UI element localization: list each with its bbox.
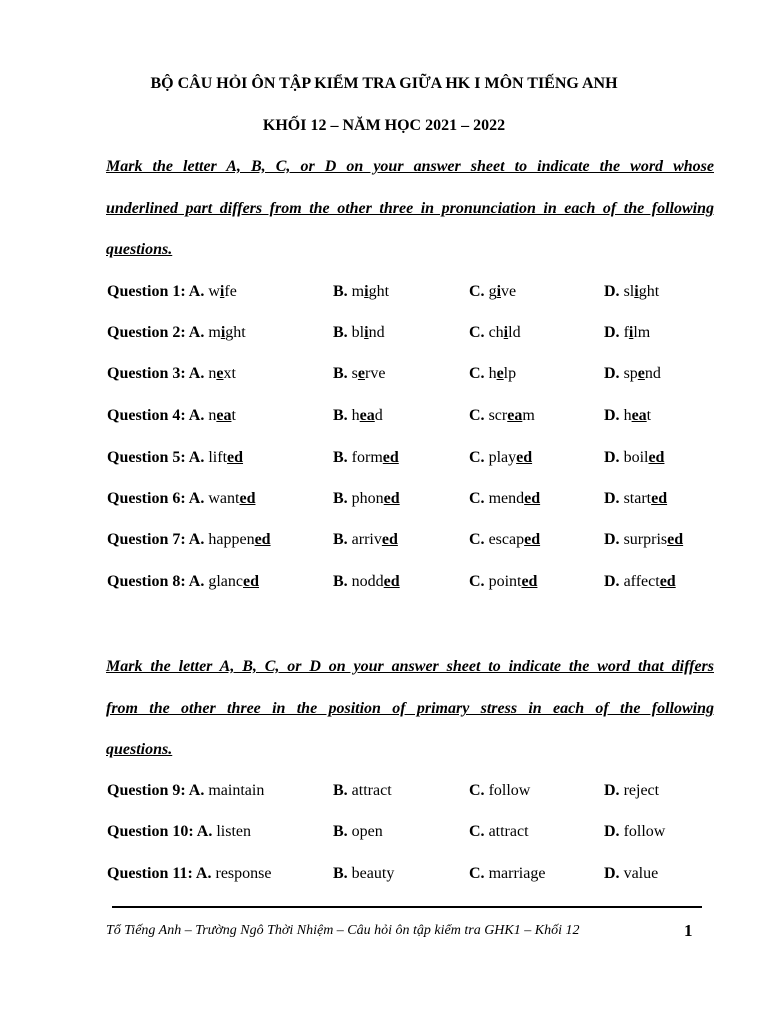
underlined-part: i: [634, 283, 639, 300]
word-prefix: sl: [623, 283, 635, 300]
option-word: [489, 573, 538, 590]
option-word: follow: [623, 823, 666, 840]
page-number: 1: [684, 921, 693, 940]
question-number: Question 4:: [107, 407, 186, 424]
word-prefix: lift: [208, 449, 228, 466]
word-suffix: ve: [501, 283, 517, 300]
option-letter: B.: [333, 365, 348, 382]
word-prefix: m: [208, 324, 221, 341]
answer-option: [604, 865, 658, 883]
option-letter: D.: [604, 573, 620, 590]
option-word: [352, 531, 398, 548]
underlined-part: ed: [516, 449, 533, 466]
answer-option: [333, 283, 389, 301]
underlined-part: ed: [521, 573, 538, 590]
option-word: [624, 490, 668, 507]
option-letter: A.: [188, 782, 205, 799]
option-word: value: [623, 865, 659, 882]
option-word: attract: [488, 823, 529, 840]
option-letter: C.: [469, 324, 485, 341]
option-word: [208, 490, 255, 507]
word-prefix: bl: [351, 324, 365, 341]
option-letter: D.: [604, 823, 620, 840]
answer-option: [469, 365, 516, 383]
word-prefix: form: [351, 449, 383, 466]
word-suffix: t: [231, 407, 236, 424]
answer-option: [469, 449, 532, 467]
option-letter: D.: [604, 283, 620, 300]
question-number: Question 1:: [107, 283, 186, 300]
answer-option: [469, 782, 530, 800]
option-word: [624, 283, 660, 300]
underlined-part: ed: [524, 531, 541, 548]
underlined-part: ed: [381, 531, 398, 548]
answer-option: [604, 782, 659, 800]
option-letter: B.: [333, 490, 348, 507]
answer-option: [333, 449, 399, 467]
answer-option: [604, 449, 664, 467]
option-word: [208, 573, 259, 590]
option-letter: B.: [333, 449, 348, 466]
question-label: [107, 782, 264, 800]
word-prefix: w: [208, 283, 220, 300]
question-row: [0, 365, 768, 387]
word-suffix: nd: [644, 365, 661, 382]
option-word: [208, 283, 236, 300]
option-word: reject: [623, 782, 660, 799]
section2-instruction-line3: questions.: [106, 741, 173, 758]
document-title: BỘ CÂU HỎI ÔN TẬP KIỂM TRA GIỮA HK I MÔN TIẾNG ANH: [150, 75, 618, 92]
question-number: Question 11:: [107, 865, 193, 882]
answer-option: [469, 531, 540, 549]
underlined-part: ed: [651, 490, 668, 507]
option-word: listen: [216, 823, 252, 840]
word-suffix: xt: [223, 365, 236, 382]
option-word: marriage: [488, 865, 546, 882]
word-prefix: glanc: [208, 573, 244, 590]
answer-option: [333, 490, 400, 508]
option-word: [624, 573, 676, 590]
question-number: Question 10:: [107, 823, 194, 840]
word-prefix: mend: [488, 490, 525, 507]
word-suffix: lp: [503, 365, 517, 382]
option-letter: B.: [333, 407, 348, 424]
word-prefix: h: [351, 407, 360, 424]
underlined-part: i: [496, 283, 502, 300]
option-letter: C.: [469, 782, 485, 799]
option-word: [352, 365, 386, 382]
answer-option: [333, 407, 383, 425]
option-word: [624, 324, 651, 341]
underlined-part: ed: [239, 490, 256, 507]
underlined-part: e: [216, 365, 224, 382]
underlined-part: ed: [243, 573, 260, 590]
option-word: [352, 407, 383, 424]
word-prefix: boil: [623, 449, 649, 466]
word-suffix: m: [522, 407, 535, 424]
option-word: [624, 407, 652, 424]
answer-option: [604, 365, 661, 383]
word-prefix: start: [623, 490, 652, 507]
option-letter: C.: [469, 407, 485, 424]
option-letter: A.: [188, 407, 205, 424]
word-prefix: affect: [623, 573, 660, 590]
option-word: [208, 449, 243, 466]
question-label: [107, 449, 243, 467]
question-row: [0, 449, 768, 471]
word-suffix: ght: [638, 283, 660, 300]
answer-option: [333, 865, 394, 883]
answer-option: [604, 531, 683, 549]
option-letter: A.: [195, 865, 212, 882]
option-letter: A.: [188, 490, 205, 507]
underlined-part: ed: [524, 490, 541, 507]
answer-option: [469, 865, 545, 883]
answer-option: [333, 365, 385, 383]
underlined-part: ed: [254, 531, 271, 548]
question-number: Question 6:: [107, 490, 186, 507]
word-suffix: rve: [365, 365, 386, 382]
option-letter: A.: [188, 365, 205, 382]
option-letter: D.: [604, 490, 620, 507]
answer-option: [604, 823, 665, 841]
section1-instruction-line3: questions.: [106, 241, 173, 258]
answer-option: [469, 823, 529, 841]
underlined-part: ed: [648, 449, 665, 466]
word-suffix: t: [646, 407, 652, 424]
option-letter: B.: [333, 573, 348, 590]
word-prefix: scr: [488, 407, 508, 424]
option-word: [208, 324, 245, 341]
underlined-part: ed: [383, 573, 400, 590]
option-word: [624, 531, 684, 548]
underlined-part: ed: [383, 490, 400, 507]
option-letter: D.: [604, 365, 620, 382]
option-word: [489, 324, 521, 341]
answer-option: [469, 324, 521, 342]
option-letter: A.: [196, 823, 213, 840]
question-label: [107, 324, 246, 342]
option-letter: B.: [333, 823, 348, 840]
question-number: Question 3:: [107, 365, 186, 382]
answer-option: [604, 407, 651, 425]
word-prefix: g: [488, 283, 497, 300]
option-word: [352, 490, 400, 507]
underlined-part: e: [357, 365, 366, 382]
option-letter: A.: [188, 324, 205, 341]
option-word: [352, 283, 389, 300]
answer-option: [333, 573, 400, 591]
option-letter: B.: [333, 324, 348, 341]
underlined-part: ea: [631, 407, 647, 424]
word-suffix: ght: [368, 283, 390, 300]
word-prefix: want: [208, 490, 240, 507]
option-word: [489, 283, 517, 300]
answer-option: [604, 490, 667, 508]
option-word: attract: [351, 782, 392, 799]
underlined-part: i: [364, 283, 369, 300]
question-label: [107, 573, 259, 591]
word-suffix: d: [374, 407, 383, 424]
word-prefix: m: [351, 283, 365, 300]
answer-option: [333, 823, 383, 841]
option-word: beauty: [351, 865, 395, 882]
option-word: [489, 490, 541, 507]
option-word: [489, 531, 541, 548]
question-row: [0, 531, 768, 553]
underlined-part: ed: [667, 531, 684, 548]
question-number: Question 2:: [107, 324, 186, 341]
answer-option: [469, 573, 537, 591]
question-row: [0, 324, 768, 346]
underlined-part: e: [496, 365, 504, 382]
option-letter: C.: [469, 865, 485, 882]
option-word: [489, 449, 533, 466]
word-suffix: lm: [633, 324, 651, 341]
word-suffix: nd: [368, 324, 385, 341]
word-prefix: happen: [208, 531, 255, 548]
answer-option: [333, 782, 392, 800]
footer-divider: [112, 906, 702, 908]
answer-option: [469, 407, 535, 425]
question-label: [107, 490, 255, 508]
option-letter: D.: [604, 865, 620, 882]
option-letter: B.: [333, 531, 348, 548]
underlined-part: ed: [227, 449, 244, 466]
question-row: [0, 823, 768, 845]
underlined-part: ea: [507, 407, 523, 424]
option-word: follow: [488, 782, 531, 799]
question-label: [107, 283, 237, 301]
word-prefix: n: [208, 407, 217, 424]
question-label: [107, 407, 236, 425]
option-word: [624, 365, 661, 382]
question-label: [107, 865, 271, 883]
word-prefix: surpris: [623, 531, 668, 548]
word-prefix: f: [623, 324, 629, 341]
section2-instruction-line2: from the other three in the position of primary stress in each of the following: [106, 700, 714, 717]
word-prefix: nodd: [351, 573, 384, 590]
word-suffix: ght: [225, 324, 246, 341]
option-word: [208, 365, 236, 382]
option-letter: C.: [469, 573, 485, 590]
word-prefix: n: [208, 365, 217, 382]
word-suffix: ld: [508, 324, 521, 341]
underlined-part: i: [364, 324, 369, 341]
option-letter: D.: [604, 407, 620, 424]
word-prefix: s: [351, 365, 358, 382]
answer-option: [604, 324, 650, 342]
option-letter: B.: [333, 865, 348, 882]
option-word: [624, 449, 665, 466]
underlined-part: ed: [382, 449, 399, 466]
answer-option: [333, 324, 385, 342]
question-label: [107, 365, 236, 383]
word-prefix: ch: [488, 324, 504, 341]
option-letter: C.: [469, 531, 485, 548]
underlined-part: i: [628, 324, 634, 341]
option-word: [489, 407, 535, 424]
question-label: [107, 531, 271, 549]
option-word: [208, 407, 236, 424]
option-letter: D.: [604, 449, 620, 466]
answer-option: [604, 573, 676, 591]
option-letter: C.: [469, 490, 485, 507]
answer-option: [469, 283, 516, 301]
word-prefix: phon: [351, 490, 384, 507]
option-word: [208, 531, 270, 548]
section2-instruction-line1: Mark the letter A, B, C, or D on your answer sheet to indicate the word that differs: [106, 658, 714, 675]
answer-option: [333, 531, 398, 549]
question-row: [0, 782, 768, 804]
question-number: Question 5:: [107, 449, 186, 466]
option-word: [489, 365, 517, 382]
question-number: Question 9:: [107, 782, 186, 799]
footer-text: Tổ Tiếng Anh – Trường Ngô Thời Nhiệm – Câu hỏi ôn tập kiểm tra GHK1 – Khối 12: [106, 923, 580, 938]
option-letter: D.: [604, 324, 620, 341]
question-row: [0, 490, 768, 512]
option-word: [352, 573, 400, 590]
underlined-part: e: [637, 365, 645, 382]
option-letter: D.: [604, 782, 620, 799]
document-subtitle: KHỐI 12 – NĂM HỌC 2021 – 2022: [262, 117, 506, 134]
option-word: response: [215, 865, 272, 882]
option-word: maintain: [208, 782, 265, 799]
option-letter: C.: [469, 283, 485, 300]
word-prefix: point: [488, 573, 522, 590]
question-number: Question 7:: [107, 531, 186, 548]
word-prefix: h: [488, 365, 497, 382]
word-prefix: sp: [623, 365, 638, 382]
option-letter: C.: [469, 823, 485, 840]
option-word: [352, 449, 399, 466]
option-word: [352, 324, 385, 341]
word-prefix: escap: [488, 531, 525, 548]
option-letter: D.: [604, 531, 620, 548]
underlined-part: i: [219, 283, 225, 300]
option-letter: A.: [188, 283, 205, 300]
question-row: [0, 283, 768, 305]
question-row: [0, 407, 768, 429]
question-row: [0, 573, 768, 595]
answer-option: [604, 283, 659, 301]
option-word: open: [351, 823, 383, 840]
option-letter: A.: [188, 531, 205, 548]
underlined-part: i: [503, 324, 509, 341]
underlined-part: ea: [216, 407, 232, 424]
option-letter: C.: [469, 449, 485, 466]
underlined-part: ed: [659, 573, 676, 590]
word-suffix: fe: [224, 283, 237, 300]
option-letter: A.: [188, 573, 205, 590]
section1-instruction-line1: Mark the letter A, B, C, or D on your answer sheet to indicate the word whose: [106, 158, 714, 175]
word-prefix: play: [488, 449, 517, 466]
section1-instruction-line2: underlined part differs from the other three in pronunciation in each of the following: [106, 200, 714, 217]
option-letter: A.: [188, 449, 205, 466]
option-letter: C.: [469, 365, 485, 382]
underlined-part: i: [220, 324, 226, 341]
word-prefix: h: [623, 407, 632, 424]
option-letter: B.: [333, 283, 348, 300]
underlined-part: ea: [359, 407, 375, 424]
word-prefix: arriv: [351, 531, 382, 548]
option-letter: B.: [333, 782, 348, 799]
answer-option: [469, 490, 540, 508]
question-number: Question 8:: [107, 573, 186, 590]
question-row: [0, 865, 768, 887]
question-label: [107, 823, 251, 841]
